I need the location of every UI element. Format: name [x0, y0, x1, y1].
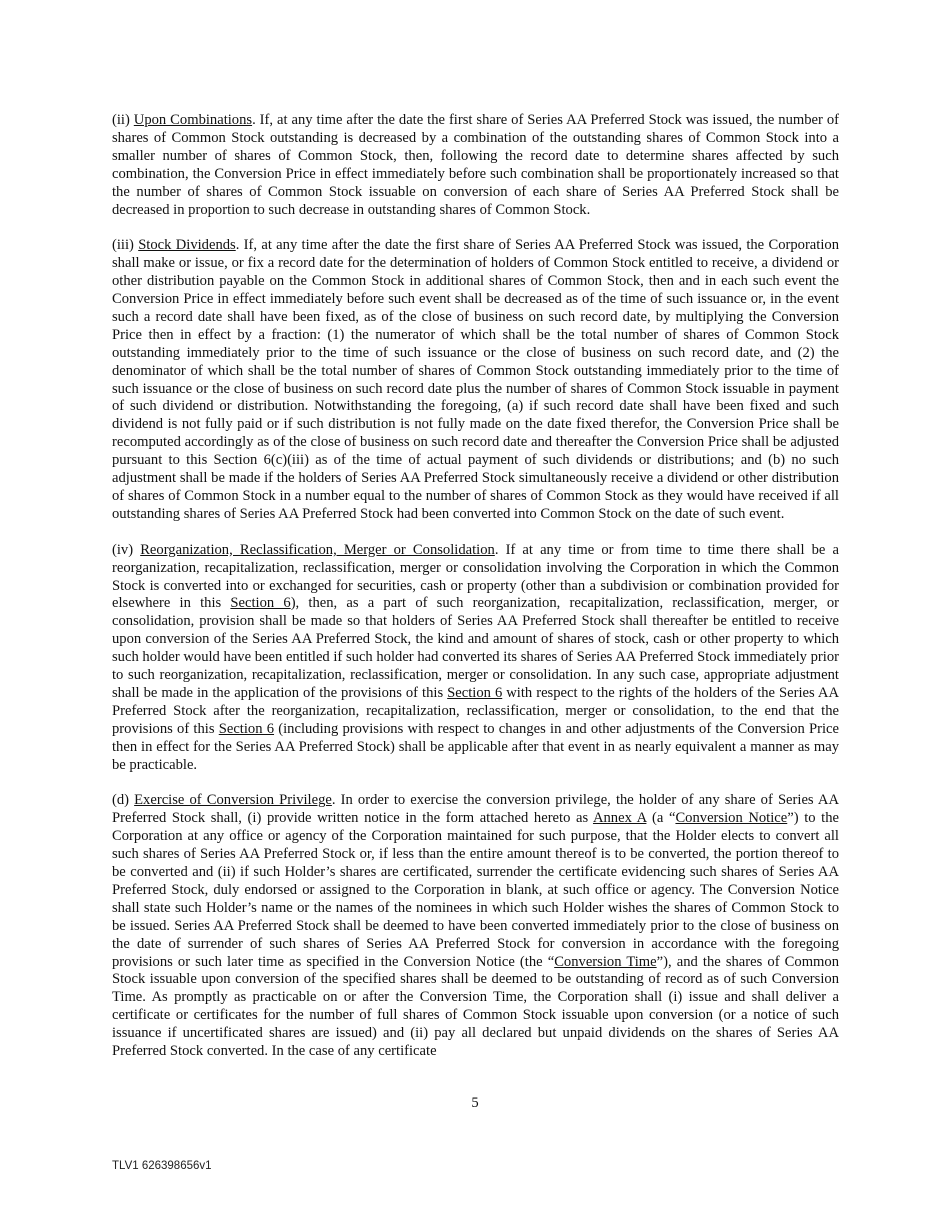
page-number: 5	[471, 1095, 479, 1111]
paragraph-text: ”), and the shares of Common Stock issuable upon conversion of the specified shares shall be deemed to be outstanding of record as of such Conversion Time. As promptly as practicable on or after the Conversion Time, the Corporation shall (i) issue and shall deliver a certificate or certificates for the number of full shares of Common Stock issuable upon conversion (or a notice of such issuance if uncertificated shares are issued) and (ii) pay all declared but unpaid dividends on the shares of Series AA Preferred Stock converted. In the case of any certificate	[112, 953, 839, 1060]
paragraph-stock-dividends	[112, 237, 839, 524]
paragraph-text: . If, at any time after the date the first share of Series AA Preferred Stock was issued, the Corporation shall make or issue, or fix a record date for the determination of holders of Common Stock entitled to receive, a dividend or other distribution payable on the Common Stock in additional shares of Common Stock, then and in each such event the Conversion Price in effect immediately before such event shall be decreased as of the time of such issuance or, in the event such a record date shall have been fixed, as of the close of business on such record date, by multiplying the Conversion Price then in effect by a fraction: (1) the numerator of which shall be the total number of shares of Common Stock outstanding immediately prior to the time of such issuance or the close of business on such record date, and (2) the denominator of which shall be the total number of shares of Common Stock outstanding immediately prior to the time of such issuance or the close of business on such record date plus the number of shares of Common Stock issuable in payment of such dividend or distribution. Notwithstanding the foregoing, (a) if such record date shall have been fixed and such dividend is not fully paid or if such distribution is not fully made on the date fixed therefor, the Conversion Price shall be recomputed accordingly as of the close of business on such record date and thereafter the Conversion Price shall be adjusted pursuant to this Section 6(c)(iii) as of the time of actual payment of such dividends or distributions; and (b) no such adjustment shall be made if the holders of Series AA Preferred Stock simultaneously receive a dividend or other distribution of shares of Common Stock in a number equal to the number of shares of Common Stock as they would have received if all outstanding shares of Series AA Preferred Stock had been converted into Common Stock on the date of such event.	[112, 237, 839, 522]
document-body	[112, 112, 839, 1079]
paragraph-text: (including provisions with respect to changes in and other adjustments of the Conversion Price then in effect for the Series AA Preferred Stock) shall be applicable after that event in as nearly equivalent a manner as may be practicable.	[112, 720, 839, 773]
section-reference: Section 6	[230, 595, 291, 612]
paragraph-number: (iv)	[112, 541, 141, 558]
defined-term: Conversion Notice	[675, 810, 788, 827]
paragraph-text: ), then, as a part of such reorganization, recapitalization, reclassification, merger, or consolidation, provision shall be made so that holders of Series AA Preferred Stock shall thereafter be entitled to receive upon conversion of the Series AA Preferred Stock, the kind and amount of shares of stock, cash or other property to which such holder would have been entitled if such holder had converted its shares of Series AA Preferred Stock immediately prior to such reorganization, recapitalization, reclassification, merger or consolidation. In any such case, appropriate adjustment shall be made in the application of the provisions of this	[112, 595, 839, 701]
paragraph-number: (d)	[112, 792, 135, 809]
section-heading: Reorganization, Reclassification, Merger or Consolidation	[140, 541, 495, 558]
annex-reference: Annex A	[592, 810, 647, 827]
paragraph-text: . If at any time or from time to time there shall be a reorganization, recapitalization, reclassification, merger or consolidation involving the Corporation in which the Common Stock is converted into or exchanged for securities, cash or property (other than a subdivision or combination provided for elsewhere in this	[112, 541, 840, 612]
paragraph-number: (ii)	[112, 112, 134, 128]
section-reference: Section 6	[218, 720, 275, 737]
paragraph-exercise-conversion	[112, 792, 839, 1061]
paragraph-upon-combinations	[112, 112, 839, 219]
paragraph-text: ”) to the Corporation at any office or agency of the Corporation maintained for such purpose, that the Holder elects to convert all such shares of Series AA Preferred Stock or, if less than the entire amount thereof is to be converted, the portion thereof to be converted and (ii) if such Holder’s shares are certificated, surrender the certificate evidencing such shares of Series AA Preferred Stock, duly endorsed or assigned to the Corporation in blank, at such office or agency. The Conversion Notice shall state such Holder’s name or the names of the nominees in which such Holder wishes the shares of Common Stock to be issued. Series AA Preferred Stock shall be deemed to have been converted immediately prior to the close of business on the date of surrender of such shares of Series AA Preferred Stock for conversion in accordance with the foregoing provisions or such later time as specified in the Conversion Notice (the “	[112, 810, 839, 970]
paragraph-text: . In order to exercise the conversion privilege, the holder of any share of Series AA Preferred Stock shall, (i) provide written notice in the form attached hereto as	[112, 792, 839, 827]
paragraph-reorganization	[112, 542, 839, 775]
document-id: TLV1 626398656v1	[112, 1160, 212, 1172]
paragraph-text: . If, at any time after the date the first share of Series AA Preferred Stock was issued, the number of shares of Common Stock outstanding is decreased by a combination of the outstanding shares of Common Stock into a smaller number of shares of Common Stock, then, following the record date to determine shares affected by such combination, the Conversion Price in effect immediately before such combination shall be proportionately increased so that the number of shares of Common Stock issuable on conversion of each share of Series AA Preferred Stock shall be decreased in proportion to such decrease in outstanding shares of Common Stock.	[112, 112, 839, 218]
paragraph-number: (iii)	[112, 237, 139, 254]
paragraph-text: (a “	[646, 810, 676, 827]
section-heading: Exercise of Conversion Privilege	[134, 792, 332, 809]
paragraph-text: with respect to the rights of the holders of the Series AA Preferred Stock after the reorganization, recapitalization, reclassification, merger or consolidation, to the end that the provisions of this	[112, 684, 839, 737]
section-heading: Stock Dividends	[138, 237, 236, 254]
section-heading: Upon Combinations	[133, 112, 253, 128]
section-reference: Section 6	[447, 684, 503, 701]
defined-term: Conversion Time	[554, 953, 657, 970]
